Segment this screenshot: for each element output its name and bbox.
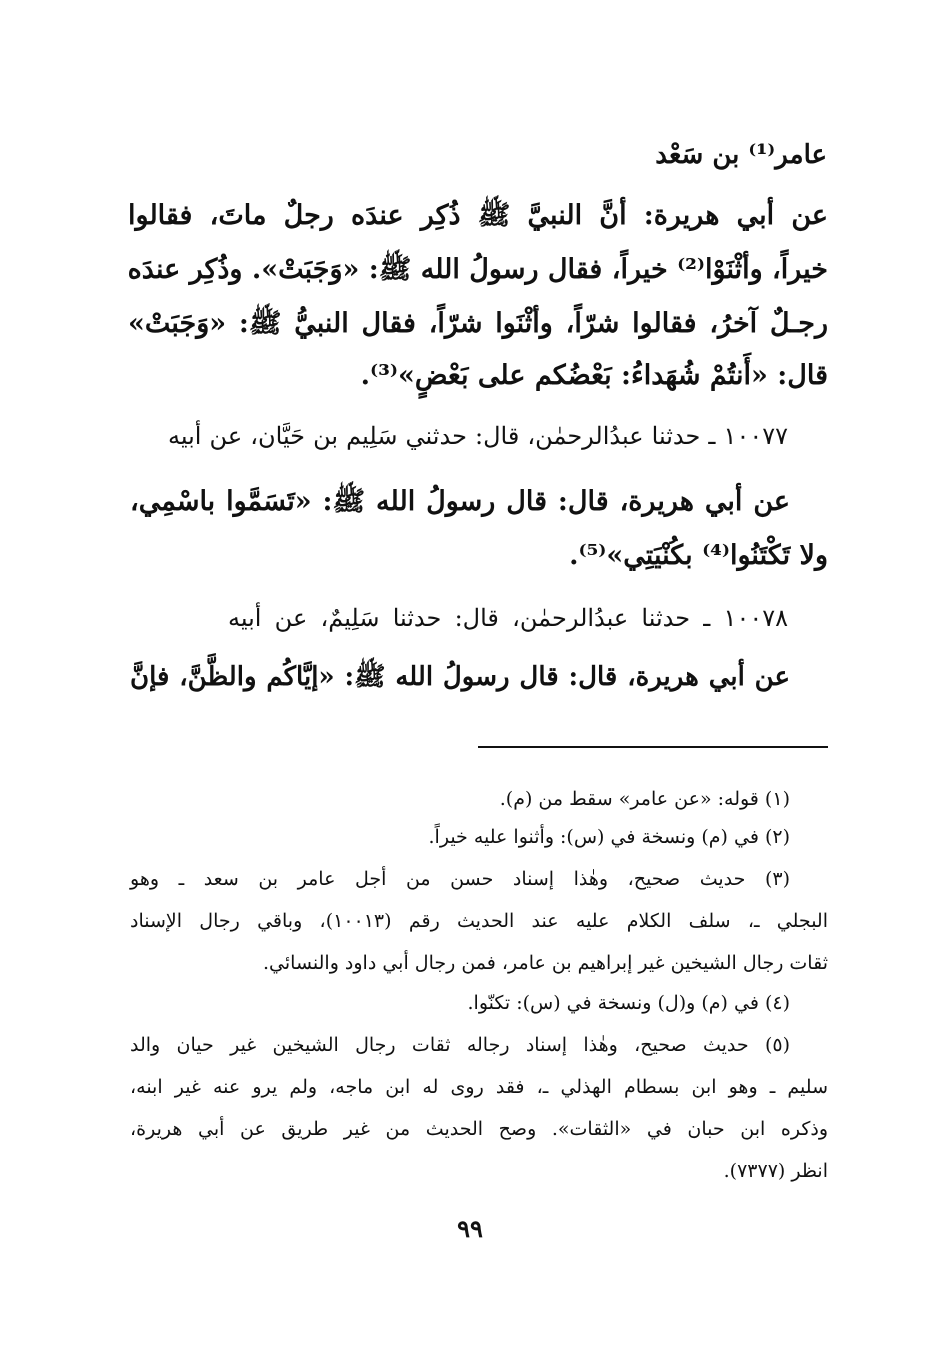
footnote: (٢) في (م) ونسخة في (س): وأثنوا عليه خيراً.	[428, 826, 790, 848]
section-header: عامر⁽¹⁾ بن سَعْد	[655, 140, 827, 170]
footnote: (١) قوله: «عن عامر» سقط من (م).	[499, 788, 790, 810]
hadith-line: ولا تَكْتَنُوا⁽⁴⁾ بكُنْيَتِي»⁽⁵⁾.	[569, 540, 828, 571]
page-number: ٩٩	[457, 1214, 483, 1243]
footnote: انظر (٧٣٧٧).	[723, 1160, 828, 1182]
footnote: (٤) في (م) و(ل) ونسخة في (س): تكنّوا.	[467, 992, 790, 1014]
hadith-isnad: ١٠٠٧٧ ـ حدثنا عبدُالرحمٰن، قال: حدثني سَلِيم بن حَيَّان، عن أبيه	[168, 422, 788, 450]
footnote: وذكره ابن حبان في «الثقات». وصح الحديث من غير طريق عن أبي هريرة،	[130, 1118, 828, 1140]
hadith-line: قال: «أَنتُمْ شُهَداءُ: بَعْضُكم على بَعْضٍ»⁽³⁾.	[360, 360, 828, 391]
hadith-line: خيراً، وأثْنَوْا⁽²⁾ خيراً، فقال رسولُ الله ﷺ: «وَجَبَتْ». وذُكِر عندَه	[127, 254, 828, 285]
hadith-line: عن أبي هريرة، قال: قال رسولُ الله ﷺ: «تَسَمَّوا باسْمِي،	[130, 486, 790, 517]
hadith-isnad: ١٠٠٧٨ ـ حدثنا عبدُالرحمٰن، قال: حدثنا سَلِيمٌ، عن أبيه	[228, 604, 788, 632]
footnote-separator	[478, 746, 828, 748]
hadith-line: رجـلٌ آخرُ، فقالوا شرّاً، وأثْنَوا شرّاً، فقال النبيُّ ﷺ: «وَجَبَتْ»	[128, 308, 828, 339]
footnote: (٣) حديث صحيح، وهٰذا إسناد حسن من أجل عامر بن سعد ـ وهو	[130, 868, 790, 890]
footnote: سليم ـ وهو ابن بسطام الهذلي ـ، فقد روى له ابن ماجه، ولم يرو عنه غير ابنه،	[130, 1076, 828, 1098]
hadith-line: عن أبي هريرة، قال: قال رسولُ الله ﷺ: «إيَّاكُم والظَّنَّ، فإنَّ	[130, 662, 790, 692]
hadith-line: عن أبي هريرة: أنَّ النبيَّ ﷺ ذُكِر عندَه رجلٌ ماتَ، فقالوا	[128, 200, 828, 231]
footnote: البجلي ـ، سلف الكلام عليه عند الحديث رقم (١٠٠١٣)، وباقي رجال الإسناد	[130, 910, 828, 932]
footnote: (٥) حديث صحيح، وهٰذا إسناد رجاله ثقات رجال الشيخين غير حيان والد	[130, 1034, 790, 1056]
footnote: ثقات رجال الشيخين غير إبراهيم بن عامر، فمن رجال أبي داود والنسائي.	[263, 952, 828, 974]
